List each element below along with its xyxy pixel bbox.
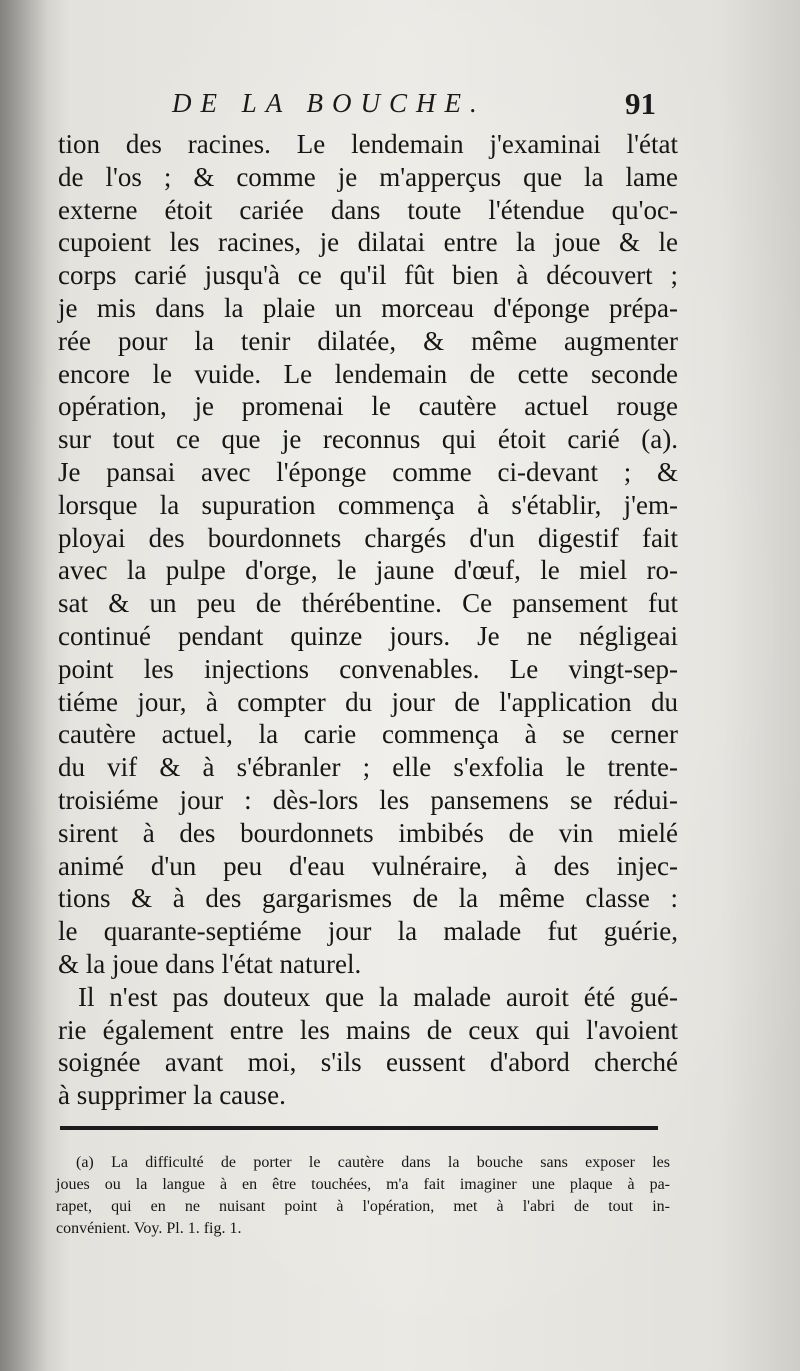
footnote <box>56 1152 670 1240</box>
running-title: DE LA BOUCHE. <box>172 88 486 118</box>
text-line: troisiéme jour : dès-lors les pansemens se rédui- <box>58 784 678 815</box>
text-line: encore le vuide. Le lendemain de cette seconde <box>58 358 678 389</box>
text-line: ployai des bourdonnets chargés d'un digestif fait <box>58 522 678 553</box>
binding-shadow <box>0 0 48 1371</box>
text-line: cautère actuel, la carie commença à se cerner <box>58 719 678 750</box>
text-line: avec la pulpe d'orge, le jaune d'œuf, le miel ro- <box>58 555 678 586</box>
text-line: le quarante-septiéme jour la malade fut guérie, <box>58 916 678 947</box>
text-line: sur tout ce que je reconnus qui étoit carié (a). <box>58 424 678 455</box>
main-text <box>58 128 678 1112</box>
footnote-line: convénient. Voy. Pl. 1. fig. 1. <box>56 1220 242 1237</box>
paragraph-line: rie également entre les mains de ceux qui l'avoient <box>58 1014 678 1045</box>
footnote-line: (a) La difficulté de porter le cautère dans la bouche sans exposer les <box>76 1154 670 1171</box>
footnote-line: rapet, qui en ne nuisant point à l'opération, met à l'abri de tout in- <box>56 1198 670 1215</box>
footnote-rule <box>60 1126 658 1130</box>
text-line: sirent à des bourdonnets imbibés de vin mielé <box>58 817 678 848</box>
text-line: tion des racines. Le lendemain j'examinai l'état <box>58 129 678 159</box>
text-line: tiéme jour, à compter du jour de l'application du <box>58 686 678 717</box>
text-line: de l'os ; & comme je m'apperçus que la lame <box>58 161 678 192</box>
text-line: animé d'un peu d'eau vulnéraire, à des injec- <box>58 850 678 881</box>
text-line: je mis dans la plaie un morceau d'éponge prépa- <box>58 292 678 323</box>
paragraph-line: soignée avant moi, s'ils eussent d'abord cherché <box>58 1047 678 1078</box>
text-line: & la joue dans l'état naturel. <box>58 948 362 979</box>
paragraph-line: à supprimer la cause. <box>58 1080 286 1111</box>
text-line: rée pour la tenir dilatée, & même augmenter <box>58 325 678 356</box>
text-line: corps carié jusqu'à ce qu'il fût bien à découvert ; <box>58 260 678 291</box>
text-line: externe étoit cariée dans toute l'étendue qu'oc- <box>58 194 678 225</box>
text-line: opération, je promenai le cautère actuel rouge <box>58 391 678 422</box>
text-line: cupoient les racines, je dilatai entre la joue & le <box>58 227 678 258</box>
footnote-line: joues ou la langue à en être touchées, m'a fait imaginer une plaque à pa- <box>56 1176 670 1193</box>
text-line: Je pansai avec l'éponge comme ci-devant ; & <box>58 456 678 487</box>
text-line: point les injections convenables. Le vingt-sep- <box>58 653 678 684</box>
text-line: du vif & à s'ébranler ; elle s'exfolia le trente- <box>58 752 678 783</box>
text-line: lorsque la supuration commença à s'établir, j'em- <box>58 489 678 520</box>
paragraph-line: Il n'est pas douteux que la malade auroit été gué- <box>78 981 678 1012</box>
page-number: 91 <box>625 86 656 121</box>
text-line: continué pendant quinze jours. Je ne négligeai <box>58 620 678 651</box>
text-line: tions & à des gargarismes de la même classe : <box>58 883 678 914</box>
text-line: sat & un peu de thérébentine. Ce pansement fut <box>58 588 678 619</box>
